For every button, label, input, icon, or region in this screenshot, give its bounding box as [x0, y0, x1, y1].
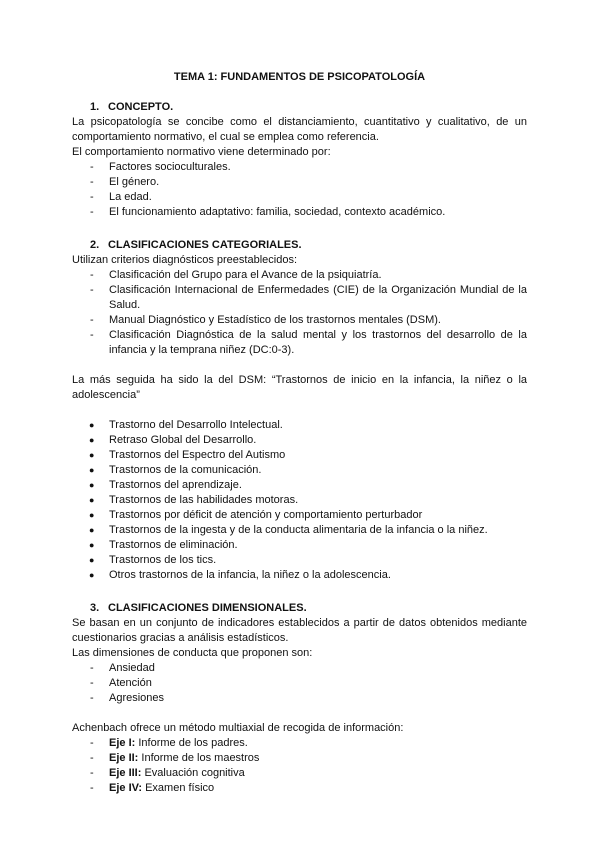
bullet-marker: ●: [89, 540, 95, 550]
axis-label: Eje I:: [109, 737, 136, 749]
list-item: - Clasificación Internacional de Enfermedades (CIE) de la Organización Mundial de la Salud.: [90, 284, 527, 311]
bullet-marker: ●: [89, 480, 95, 490]
bullet-marker: ●: [89, 420, 95, 430]
list-item: ● Otros trastornos de la infancia, la niñez o la adolescencia.: [89, 569, 391, 581]
list-item: ● Trastornos de los tics.: [89, 554, 217, 566]
dash-marker: -: [90, 329, 94, 341]
dash-marker: -: [90, 191, 94, 203]
bullet-marker: ●: [89, 450, 95, 460]
bullet-marker: ●: [89, 555, 95, 565]
bullet-marker: ●: [89, 465, 95, 475]
paragraph: La psicopatología se concibe como el distanciamiento, cuantitativo y cualitativo, de un comportamiento normativo, el cual se emplea como referencia.: [72, 116, 527, 143]
dash-marker: -: [90, 782, 94, 794]
list-item: ● Trastornos del aprendizaje.: [89, 479, 242, 491]
axis-label: Eje III:: [109, 767, 142, 779]
list-item: - Eje I: Informe de los padres.: [90, 737, 248, 749]
list-item: - El funcionamiento adaptativo: familia, sociedad, contexto académico.: [90, 206, 446, 218]
list-item: - Eje IV: Examen físico: [90, 782, 215, 794]
list-item: ● Trastornos de la ingesta y de la conducta alimentaria de la infancia o la niñez.: [89, 524, 488, 536]
axis-label: Eje II:: [109, 752, 139, 764]
dash-marker: -: [90, 767, 94, 779]
paragraph: El comportamiento normativo viene determinado por:: [72, 146, 331, 158]
dash-list: [72, 661, 527, 706]
list-item: - Atención: [90, 677, 152, 689]
dash-marker: -: [90, 677, 94, 689]
paragraph: Utilizan criterios diagnósticos preestablecidos:: [72, 254, 297, 266]
dash-marker: -: [90, 752, 94, 764]
section-heading-concepto: [72, 100, 527, 115]
dash-marker: -: [90, 269, 94, 281]
list-item: ● Retraso Global del Desarrollo.: [89, 434, 257, 446]
dash-list: [72, 160, 527, 220]
list-item: - Eje II: Informe de los maestros: [90, 752, 260, 764]
section-heading-categoriales: [72, 238, 527, 253]
bullet-list: [72, 418, 527, 583]
axis-label: Eje IV:: [109, 782, 143, 794]
bullet-marker: ●: [89, 435, 95, 445]
list-item: ● Trastornos de las habilidades motoras.: [89, 494, 299, 506]
list-item: ● Trastornos de eliminación.: [89, 539, 238, 551]
document-page: [72, 70, 527, 796]
list-item: - Clasificación del Grupo para el Avance de la psiquiatría.: [90, 269, 382, 281]
list-item: - La edad.: [90, 191, 152, 203]
section-heading-dimensionales: [72, 601, 527, 616]
dash-marker: -: [90, 314, 94, 326]
dash-marker: -: [90, 161, 94, 173]
list-item: - Manual Diagnóstico y Estadístico de los trastornos mentales (DSM).: [90, 314, 441, 326]
bullet-marker: ●: [89, 570, 95, 580]
dash-marker: -: [90, 692, 94, 704]
dash-marker: -: [90, 176, 94, 188]
document-title: TEMA 1: FUNDAMENTOS DE PSICOPATOLOGÍA: [173, 71, 426, 83]
list-item: - Agresiones: [90, 692, 165, 704]
section-title: CLASIFICACIONES DIMENSIONALES.: [108, 602, 307, 614]
list-item: - Factores socioculturales.: [90, 161, 231, 173]
section-number: 1.: [90, 101, 100, 113]
bullet-marker: ●: [89, 495, 95, 505]
list-item: ● Trastornos por déficit de atención y comportamiento perturbador: [89, 509, 423, 521]
dash-marker: -: [90, 206, 94, 218]
paragraph: La más seguida ha sido la del DSM: “Trastornos de inicio en la infancia, la niñez o la adolescencia”: [72, 374, 527, 401]
list-item: - El género.: [90, 176, 160, 188]
dash-marker: -: [90, 737, 94, 749]
bullet-marker: ●: [89, 525, 95, 535]
section-number: 3.: [90, 602, 100, 614]
paragraph: Las dimensiones de conducta que proponen son:: [72, 647, 313, 659]
dash-marker: -: [90, 284, 94, 296]
paragraph: Se basan en un conjunto de indicadores establecidos a partir de datos obtenidos mediante cuestionarios gracias a análisis estadísticos.: [72, 617, 527, 644]
list-item: ● Trastornos del Espectro del Autismo: [89, 449, 286, 461]
section-title: CONCEPTO.: [108, 101, 174, 113]
list-item: ● Trastorno del Desarrollo Intelectual.: [89, 419, 283, 431]
list-item: - Clasificación Diagnóstica de la salud mental y los trastornos del desarrollo de la infancia y la temprana niñez (DC:0-3).: [90, 329, 527, 356]
list-item: - Ansiedad: [90, 662, 155, 674]
axis-list: [72, 736, 527, 796]
dash-list: [72, 268, 527, 358]
section-number: 2.: [90, 239, 100, 251]
section-title: CLASIFICACIONES CATEGORIALES.: [108, 239, 302, 251]
list-item: - Eje III: Evaluación cognitiva: [90, 767, 245, 779]
dash-marker: -: [90, 662, 94, 674]
list-item: ● Trastornos de la comunicación.: [89, 464, 262, 476]
bullet-marker: ●: [89, 510, 95, 520]
paragraph: Achenbach ofrece un método multiaxial de recogida de información:: [72, 722, 404, 734]
